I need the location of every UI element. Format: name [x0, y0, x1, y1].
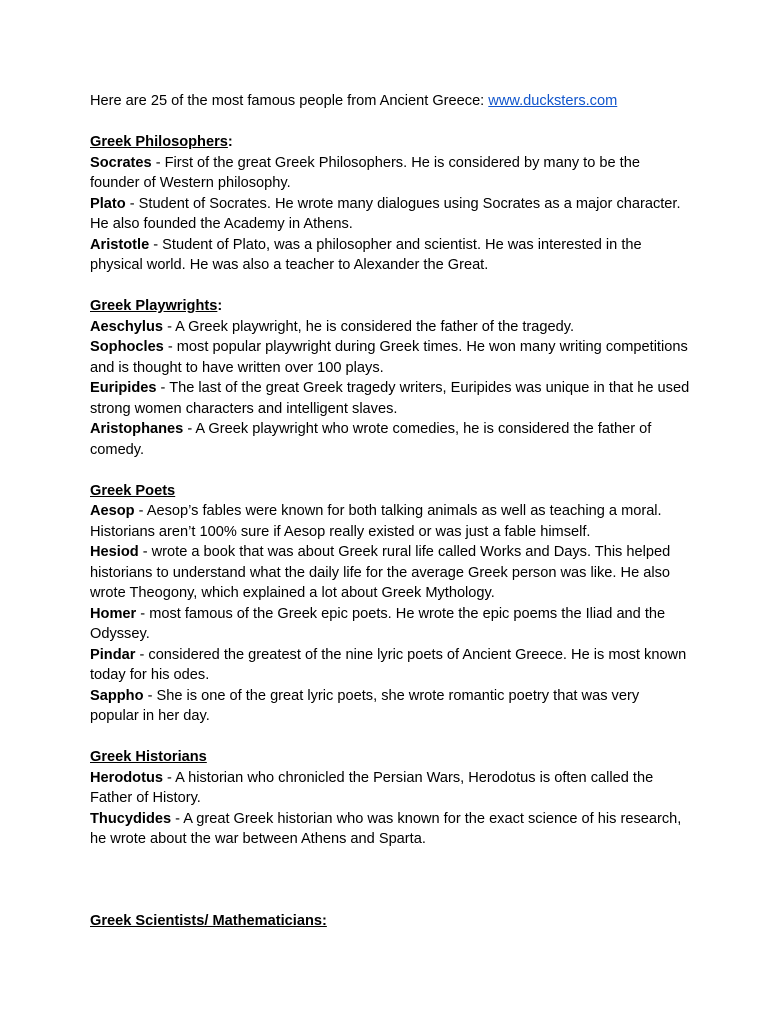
- ducksters-link[interactable]: www.ducksters.com: [488, 93, 618, 109]
- entry-desc: - A great Greek historian who was known for the exact science of his research, he wrote about the war between Athens and Sparta.: [90, 810, 682, 847]
- entry-desc: - Aesop’s fables were known for both talking animals as well as teaching a moral. Historians aren’t 100% sure if Aesop really existed or was just a fable himself.: [90, 503, 662, 540]
- section-playwrights: [90, 296, 690, 460]
- entry-desc: - The last of the great Greek tragedy writers, Euripides was unique in that he used strong women characters and intelligent slaves.: [90, 380, 690, 417]
- entry-name: Pindar: [90, 646, 136, 663]
- section-heading-suffix: :: [227, 134, 233, 150]
- entry-name: Herodotus: [90, 769, 163, 786]
- entry-name: Socrates: [90, 154, 152, 171]
- entry-name: Aristotle: [90, 236, 150, 253]
- entry-name: Hesiod: [90, 544, 139, 560]
- section-poets: [90, 481, 690, 727]
- entry-desc: - She is one of the great lyric poets, she wrote romantic poetry that was very popular in her day.: [90, 687, 640, 724]
- section-heading: [90, 747, 690, 768]
- entry-name: Aesop: [90, 503, 135, 519]
- section-heading-suffix: :: [217, 298, 223, 314]
- entry-desc: - considered the greatest of the nine lyric poets of Ancient Greece. He is most known today for his odes.: [90, 646, 687, 683]
- entry-sappho: [90, 686, 690, 727]
- entry-sophocles: [90, 337, 690, 378]
- intro-text: Here are 25 of the most famous people from Ancient Greece:: [90, 93, 489, 109]
- entry-desc: - First of the great Greek Philosophers. He is considered by many to be the founder of Western philosophy.: [90, 154, 640, 191]
- section-heading-text: Greek Playwrights: [90, 298, 218, 314]
- entry-desc: - wrote a book that was about Greek rural life called Works and Days. This helped historians to understand what the daily life for the average Greek person was like. He also wrote Theogony, which explained a lot about Greek Mythology.: [90, 544, 671, 601]
- entry-name: Thucydides: [90, 810, 172, 827]
- entry-plato: [90, 194, 690, 235]
- section-heading-text: Greek Scientists/ Mathematicians:: [90, 913, 327, 929]
- section-heading-text: Greek Philosophers: [90, 134, 228, 150]
- entry-homer: [90, 604, 690, 645]
- entry-aesop: [90, 501, 690, 542]
- document-page: [90, 91, 690, 952]
- entry-desc: - A Greek playwright, he is considered the father of the tragedy.: [163, 318, 575, 335]
- entry-name: Sappho: [90, 687, 144, 704]
- entry-euripides: [90, 378, 690, 419]
- intro-paragraph: [90, 91, 690, 112]
- entry-hesiod: [90, 542, 690, 604]
- entry-name: Euripides: [90, 380, 157, 396]
- section-heading: [90, 296, 690, 317]
- entry-desc: - A historian who chronicled the Persian Wars, Herodotus is often called the Father of History.: [90, 769, 654, 806]
- entry-name: Sophocles: [90, 339, 164, 355]
- entry-name: Aristophanes: [90, 421, 184, 437]
- entry-pindar: [90, 645, 690, 686]
- section-heading-text: Greek Historians: [90, 749, 207, 765]
- entry-herodotus: [90, 768, 690, 809]
- entry-name: Homer: [90, 605, 137, 622]
- entry-thucydides: [90, 809, 690, 850]
- section-heading: [90, 911, 690, 932]
- section-philosophers: [90, 132, 690, 276]
- entry-desc: - Student of Socrates. He wrote many dialogues using Socrates as a major character. He also founded the Academy in Athens.: [90, 195, 681, 232]
- section-historians: [90, 747, 690, 850]
- section-heading: [90, 481, 690, 502]
- entry-desc: - most popular playwright during Greek times. He won many writing competitions and is thought to have written over 100 plays.: [90, 339, 688, 376]
- section-heading-text: Greek Poets: [90, 482, 176, 499]
- entry-name: Plato: [90, 195, 126, 212]
- entry-name: Aeschylus: [90, 318, 164, 335]
- entry-desc: - Student of Plato, was a philosopher and scientist. He was interested in the physical world. He was also a teacher to Alexander the Great.: [90, 236, 642, 273]
- entry-aristophanes: [90, 419, 690, 460]
- entry-aeschylus: [90, 317, 690, 338]
- entry-desc: - most famous of the Greek epic poets. He wrote the epic poems the Iliad and the Odyssey.: [90, 605, 666, 642]
- section-scientists: [90, 911, 690, 932]
- entry-desc: - A Greek playwright who wrote comedies, he is considered the father of comedy.: [90, 421, 652, 458]
- entry-socrates: [90, 153, 690, 194]
- section-heading: [90, 132, 690, 153]
- entry-aristotle: [90, 235, 690, 276]
